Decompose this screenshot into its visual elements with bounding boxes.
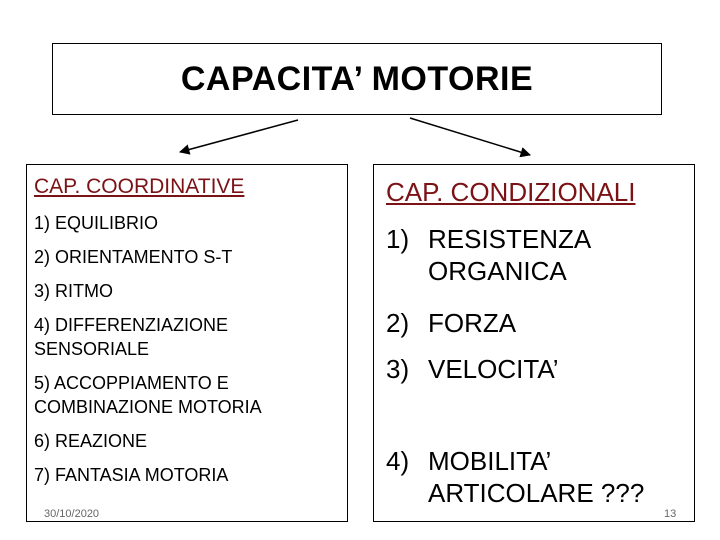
list-item	[386, 445, 658, 509]
arrow-to-left	[180, 120, 298, 152]
item-text: MOBILITA’ ARTICOLARE ???	[428, 446, 645, 508]
list-item	[386, 223, 608, 287]
list-item: 1) EQUILIBRIO	[34, 213, 159, 233]
list-item	[386, 307, 678, 339]
arrow-to-right	[410, 118, 530, 155]
list-item: 4) DIFFERENZIAZIONE SENSORIALE	[34, 315, 229, 359]
item-number: 1)	[386, 224, 410, 254]
list-item	[386, 353, 678, 385]
list-item: 3) RITMO	[34, 281, 113, 301]
page-number: 13	[664, 508, 677, 520]
coordinative-heading: CAP. COORDINATIVE	[34, 175, 245, 198]
item-text: RESISTENZA ORGANICA	[428, 224, 590, 286]
list-item: 2) ORIENTAMENTO S-T	[34, 247, 233, 267]
footer-date: 30/10/2020	[44, 508, 100, 520]
conditional-heading: CAP. CONDIZIONALI	[386, 177, 636, 207]
list-item: 5) ACCOPPIAMENTO E COMBINAZIONE MOTORIA	[34, 373, 262, 417]
list-item: 7) FANTASIA MOTORIA	[34, 465, 229, 485]
list-item: 6) REAZIONE	[34, 431, 148, 451]
title-box	[52, 43, 662, 115]
coordinative-list	[34, 211, 346, 497]
item-text: FORZA	[428, 308, 517, 338]
item-text: VELOCITA’	[428, 354, 559, 384]
diagram-title: CAPACITA’ MOTORIE	[180, 59, 534, 98]
item-number: 2)	[386, 308, 410, 338]
item-number: 3)	[386, 354, 410, 384]
item-number: 4)	[386, 446, 410, 476]
conditional-panel	[373, 164, 695, 522]
coordinative-panel	[26, 164, 348, 522]
